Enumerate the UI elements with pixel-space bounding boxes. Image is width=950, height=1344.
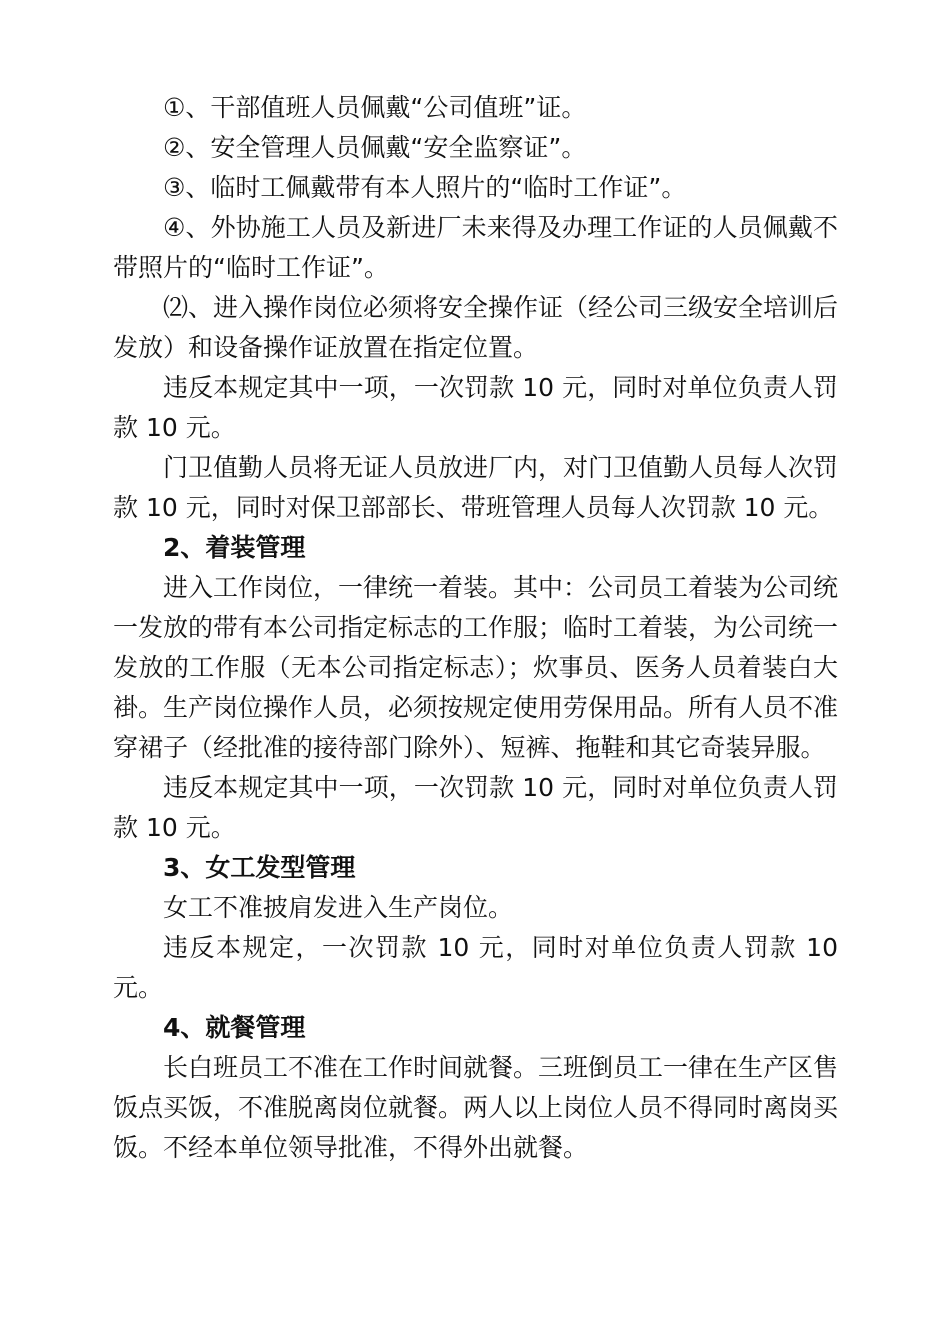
- document-page: [113, 88, 838, 1168]
- paragraph-hairstyle-rule: 女工不准披肩发进入生产岗位。: [163, 893, 514, 922]
- paragraph-operation-certificate: ⑵、进入操作岗位必须将安全操作证（经公司三级安全培训后发放）和设备操作证放置在指定位置。: [113, 293, 839, 362]
- paragraph-penalty-gatekeeper: 门卫值勤人员将无证人员放进厂内，对门卫值勤人员每人次罚款 10 元，同时对保卫部部长、带班管理人员每人次罚款 10 元。: [113, 453, 839, 522]
- paragraph-badge-temporary: ③、临时工佩戴带有本人照片的“临时工作证”。: [163, 173, 687, 202]
- paragraph-penalty-certificate: 违反本规定其中一项，一次罚款 10 元，同时对单位负责人罚款 10 元。: [113, 373, 838, 442]
- section-heading-dining: 4、就餐管理: [163, 1013, 306, 1042]
- paragraph-dining-rules: 长白班员工不准在工作时间就餐。三班倒员工一律在生产区售饭点买饭，不准脱离岗位就餐。两人以上岗位人员不得同时离岗买饭。不经本单位领导批准，不得外出就餐。: [113, 1053, 839, 1162]
- paragraph-badge-safety: ②、安全管理人员佩戴“安全监察证”。: [163, 133, 587, 162]
- section-heading-hairstyle: 3、女工发型管理: [163, 853, 356, 882]
- paragraph-badge-duty-officer: ①、干部值班人员佩戴“公司值班”证。: [163, 93, 587, 122]
- paragraph-dress-rules: 进入工作岗位，一律统一着装。其中：公司员工着装为公司统一发放的带有本公司指定标志的工作服；临时工着装，为公司统一发放的工作服（无本公司指定标志）；炊事员、医务人员着装白大褂。生产岗位操作人员，必须按规定使用劳保用品。所有人员不准穿裙子（经批准的接待部门除外）、短裤、拖鞋和其它奇装异服。: [113, 573, 839, 762]
- paragraph-penalty-dress: 违反本规定其中一项，一次罚款 10 元，同时对单位负责人罚款 10 元。: [113, 773, 838, 842]
- section-heading-dress: 2、着装管理: [163, 533, 306, 562]
- paragraph-badge-contractor: ④、外协施工人员及新进厂未来得及办理工作证的人员佩戴不带照片的“临时工作证”。: [113, 213, 838, 282]
- paragraph-penalty-hairstyle: 违反本规定，一次罚款 10 元，同时对单位负责人罚款 10 元。: [113, 933, 838, 1002]
